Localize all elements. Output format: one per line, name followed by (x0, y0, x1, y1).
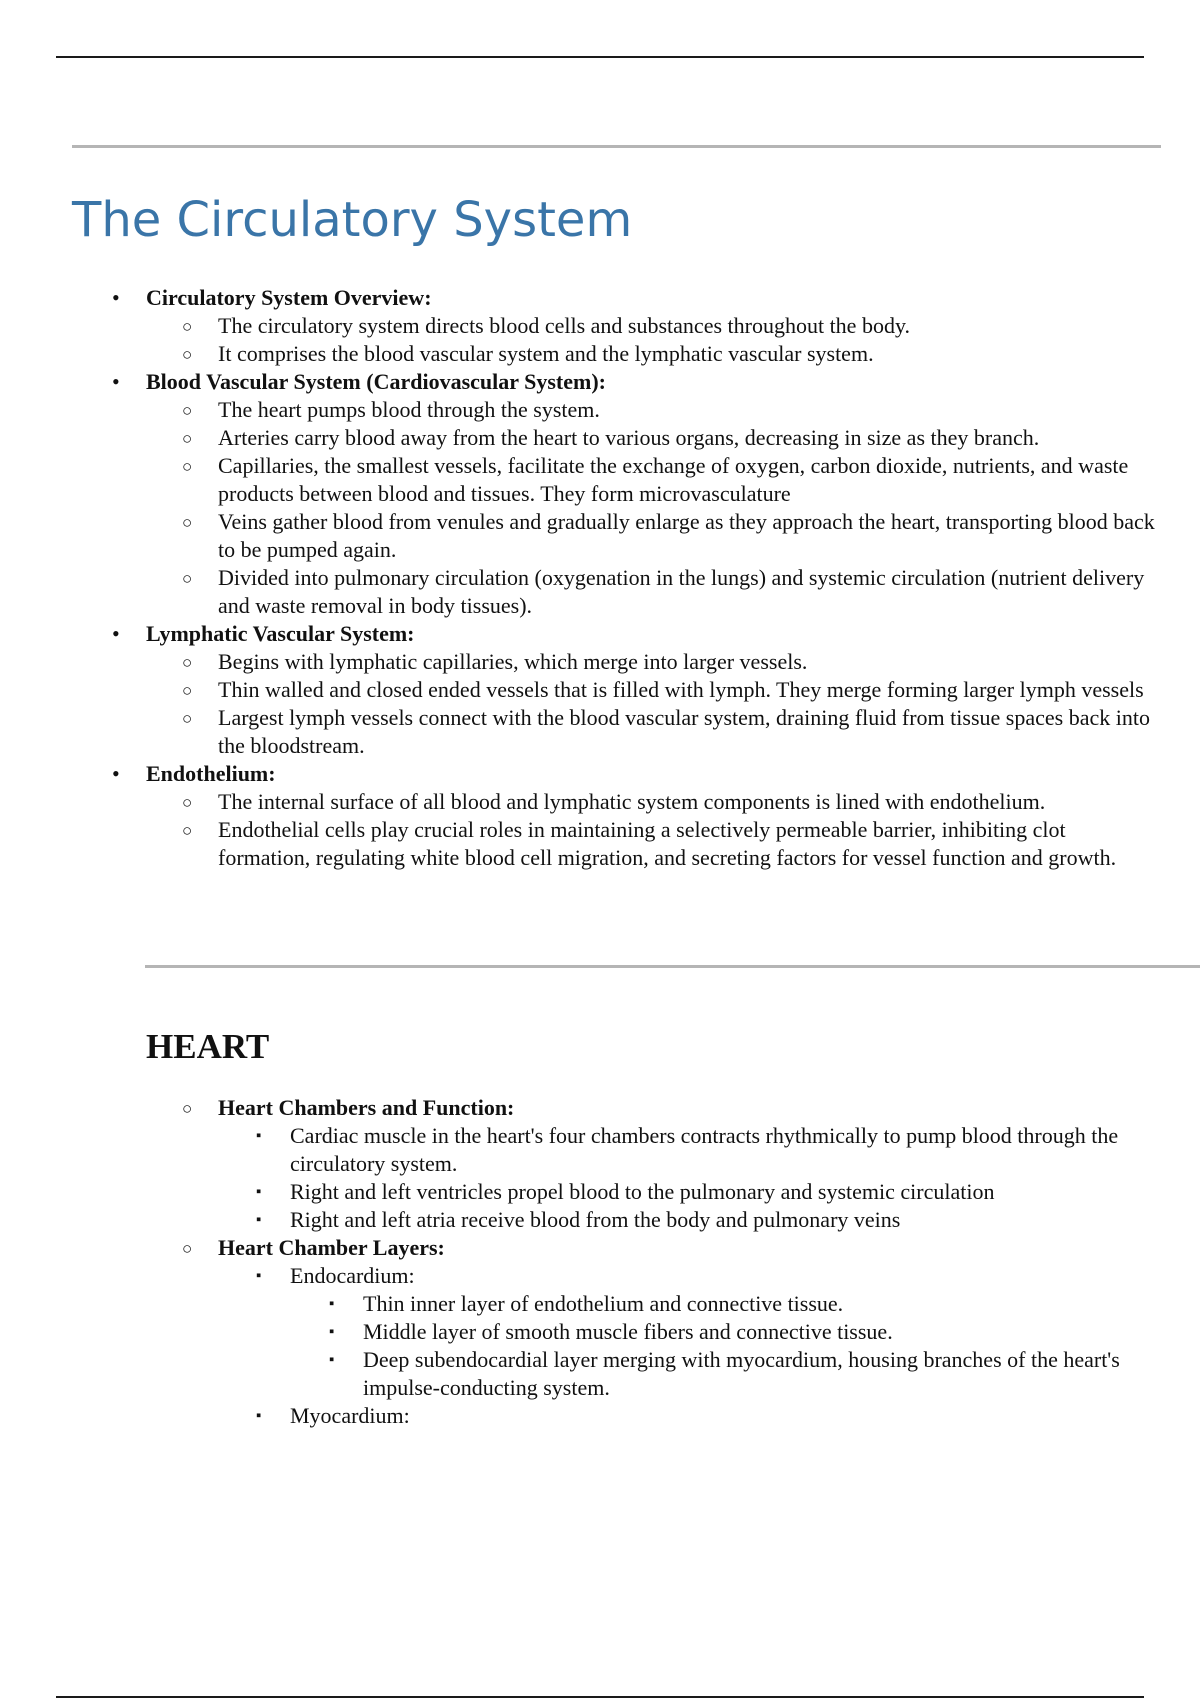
outline-list (112, 284, 1156, 872)
bullet-circle-icon: ○ (182, 821, 193, 840)
bullet-square-icon: ▪ (256, 1212, 262, 1228)
item-text: Myocardium: (290, 1403, 410, 1428)
item-text: Middle layer of smooth muscle fibers and connective tissue. (363, 1319, 893, 1344)
heart-heading: HEART (146, 1027, 270, 1066)
item-text: Endothelial cells play crucial roles in maintaining a selectively permeable barrier, inhibiting clot formation, regulating white blood cell migration, and secreting factors for vessel function and growth. (218, 817, 1117, 870)
bullet-circle-icon: ○ (182, 681, 193, 700)
list-item (182, 788, 1156, 816)
bullet-circle-icon: ○ (182, 513, 193, 532)
item-text: Right and left atria receive blood from the body and pulmonary veins (290, 1207, 901, 1232)
section-items (182, 788, 1156, 872)
item-text: It comprises the blood vascular system and the lymphatic vascular system. (218, 341, 874, 366)
bullet-square-icon: ▪ (329, 1352, 335, 1368)
bullet-circle-icon: ○ (182, 457, 193, 476)
item-text: Veins gather blood from venules and gradually enlarge as they approach the heart, transporting blood back to be pumped again. (218, 509, 1155, 562)
bullet-square-icon: ▪ (256, 1268, 262, 1284)
bullet-disc-icon: • (112, 621, 120, 646)
item-text: Right and left ventricles propel blood to the pulmonary and systemic circulation (290, 1179, 995, 1204)
section-heading: Endothelium: (146, 761, 276, 786)
list-item (182, 424, 1156, 452)
bullet-square-icon: ▪ (256, 1408, 262, 1424)
list-item (182, 648, 1156, 676)
item-text: Begins with lymphatic capillaries, which merge into larger vessels. (218, 649, 808, 674)
list-item (329, 1318, 1158, 1346)
endocardium-items (329, 1290, 1158, 1402)
item-text: Largest lymph vessels connect with the blood vascular system, draining fluid from tissue spaces back into the bloodstream. (218, 705, 1150, 758)
list-item (329, 1290, 1158, 1318)
bullet-disc-icon: • (112, 761, 120, 786)
item-text: Arteries carry blood away from the heart to various organs, decreasing in size as they branch. (218, 425, 1040, 450)
item-text: The heart pumps blood through the system. (218, 397, 600, 422)
bullet-square-icon: ▪ (329, 1296, 335, 1312)
section-lymphatic (112, 620, 1156, 760)
heart-layers-section (182, 1234, 1158, 1430)
list-item (182, 564, 1156, 620)
bullet-circle-icon: ○ (182, 1099, 193, 1118)
item-text: Divided into pulmonary circulation (oxygenation in the lungs) and systemic circulation (nutrient delivery and waste removal in body tissues). (218, 565, 1145, 618)
section-items (182, 312, 1156, 368)
list-item (329, 1346, 1158, 1402)
bullet-square-icon: ▪ (256, 1184, 262, 1200)
list-item (182, 312, 1156, 340)
heart-outline-list (182, 1094, 1158, 1430)
subsection-heading: Heart Chamber Layers: (218, 1235, 445, 1260)
bullet-circle-icon: ○ (182, 317, 193, 336)
list-item (256, 1178, 1158, 1206)
bullet-circle-icon: ○ (182, 345, 193, 364)
section-blood-vascular (112, 368, 1156, 620)
section-heading: Circulatory System Overview: (146, 285, 432, 310)
list-item (182, 396, 1156, 424)
list-item (182, 452, 1156, 508)
bullet-square-icon: ▪ (256, 1128, 262, 1144)
bullet-circle-icon: ○ (182, 401, 193, 420)
item-text: Cardiac muscle in the heart's four chambers contracts rhythmically to pump blood through the circulatory system. (290, 1123, 1119, 1176)
list-item (182, 704, 1156, 760)
bullet-circle-icon: ○ (182, 569, 193, 588)
item-text: Deep subendocardial layer merging with myocardium, housing branches of the heart's impulse-conducting system. (363, 1347, 1120, 1400)
section-endothelium (112, 760, 1156, 872)
bullet-circle-icon: ○ (182, 653, 193, 672)
item-text: Thin walled and closed ended vessels that is filled with lymph. They merge forming larger lymph vessels (218, 677, 1144, 702)
item-text: The internal surface of all blood and lymphatic system components is lined with endothelium. (218, 789, 1046, 814)
list-item (182, 816, 1156, 872)
endocardium-item (256, 1262, 1158, 1402)
subsection-items (256, 1122, 1158, 1234)
page-title: The Circulatory System (72, 192, 633, 248)
page-top-rule (56, 56, 1144, 58)
list-item (182, 340, 1156, 368)
item-text: Thin inner layer of endothelium and connective tissue. (363, 1291, 844, 1316)
bullet-square-icon: ▪ (329, 1324, 335, 1340)
bullet-circle-icon: ○ (182, 709, 193, 728)
section-items (182, 648, 1156, 760)
myocardium-item (256, 1402, 1158, 1430)
section-items (182, 396, 1156, 620)
list-item (256, 1206, 1158, 1234)
section-heading: Blood Vascular System (Cardiovascular System): (146, 369, 606, 394)
bullet-circle-icon: ○ (182, 1239, 193, 1258)
heart-chambers-section (182, 1094, 1158, 1234)
bullet-circle-icon: ○ (182, 793, 193, 812)
page-bottom-rule (56, 1696, 1144, 1698)
subsection-items (256, 1262, 1158, 1430)
section-separator-rule (145, 965, 1200, 968)
section-overview (112, 284, 1156, 368)
item-text: The circulatory system directs blood cells and substances throughout the body. (218, 313, 911, 338)
section-heading: Lymphatic Vascular System: (146, 621, 415, 646)
item-text: Capillaries, the smallest vessels, facilitate the exchange of oxygen, carbon dioxide, nutrients, and waste products between blood and tissues. They form microvasculature (218, 453, 1129, 506)
list-item (182, 676, 1156, 704)
list-item (182, 508, 1156, 564)
bullet-circle-icon: ○ (182, 429, 193, 448)
bullet-disc-icon: • (112, 369, 120, 394)
subsection-heading: Heart Chambers and Function: (218, 1095, 515, 1120)
bullet-disc-icon: • (112, 285, 120, 310)
title-separator-rule (72, 145, 1161, 148)
list-item (256, 1122, 1158, 1178)
item-text: Endocardium: (290, 1263, 415, 1288)
